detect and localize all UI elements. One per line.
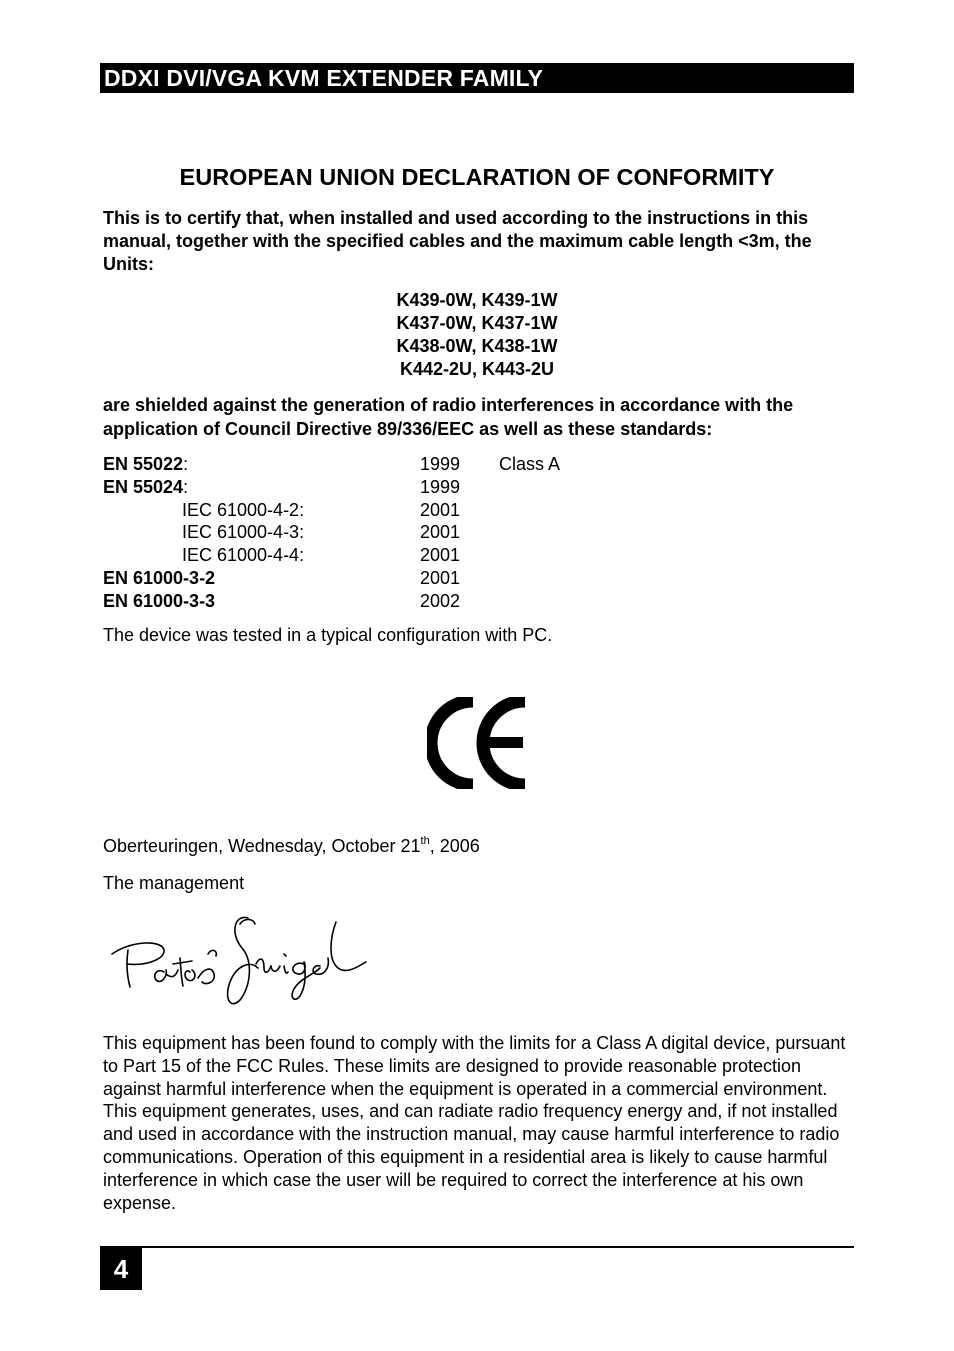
standard-code: IEC 61000-4-2: xyxy=(182,499,305,520)
standard-colon: : xyxy=(183,454,189,474)
standard-year: 2001 xyxy=(420,499,461,520)
standard-name xyxy=(182,499,304,522)
standard-code: IEC 61000-4-3: xyxy=(182,522,305,543)
standard-code: EN 61000-3-3 xyxy=(103,590,216,611)
standard-year: 1999 xyxy=(420,476,461,497)
standard-row xyxy=(103,521,703,544)
standard-row xyxy=(103,567,703,590)
model-line: K442-2U, K443-2U xyxy=(399,359,555,379)
standard-code: IEC 61000-4-4: xyxy=(182,545,305,566)
standard-name xyxy=(103,567,215,590)
model-list xyxy=(100,289,854,381)
standard-colon: : xyxy=(183,476,189,497)
fcc-statement: This equipment has been found to comply with the limits for a Class A digital device, pursuant to Part 15 of the FCC Rules. These limits are designed to provide reasonable protection against harmful interference when the equipment is operated in a commercial environment. This equipment generates, uses, and can radiate radio frequency energy and, if not installed and used in accordance with the instruction manual, may cause harmful interference to radio communications. Operation of this equipment in a residential area is likely to cause harmful interference in which case the user will be required to correct the interference at his own expense. xyxy=(103,1033,846,1213)
ce-mark-icon xyxy=(427,697,529,789)
page-number: 4 xyxy=(100,1248,142,1290)
standard-name xyxy=(103,476,188,499)
declaration-title: EUROPEAN UNION DECLARATION OF CONFORMITY xyxy=(179,164,775,190)
standard-year: 2001 xyxy=(420,522,461,543)
management-label: The management xyxy=(103,873,245,893)
standard-row xyxy=(103,544,703,567)
tested-statement: The device was tested in a typical configuration with PC. xyxy=(103,625,553,645)
standard-name xyxy=(103,590,215,613)
standard-code: EN 55022 xyxy=(103,454,184,474)
date-year: , 2006 xyxy=(429,836,480,856)
running-header-title: DDXI DVI/VGA KVM EXTENDER FAMILY xyxy=(104,65,544,91)
signature-image xyxy=(108,912,370,1017)
standard-code: EN 61000-3-2 xyxy=(103,567,216,588)
standard-row xyxy=(103,590,703,613)
standard-row xyxy=(103,453,703,476)
signature-dateline xyxy=(103,836,480,857)
standard-year: 2001 xyxy=(420,567,461,588)
standard-row xyxy=(103,499,703,522)
standard-name xyxy=(182,521,304,544)
standards-list xyxy=(103,453,703,613)
certify-intro: This is to certify that, when installed and used according to the instructions in this manual, together with the specified cables and the maximum cable length <3m, the Units: xyxy=(103,208,812,274)
standard-year: 2001 xyxy=(420,545,461,566)
standard-year: 1999 xyxy=(420,454,461,474)
model-line: K439-0W, K439-1W xyxy=(396,290,558,310)
standard-name xyxy=(182,544,304,567)
shielded-statement: are shielded against the generation of radio interferences in accordance with the application of Council Directive 89/336/EEC as well as these standards: xyxy=(103,395,794,439)
standard-year: 2002 xyxy=(420,590,461,611)
footer-rule xyxy=(100,1246,854,1248)
standard-name xyxy=(103,453,188,476)
standard-row xyxy=(103,476,703,499)
date-ordinal: th xyxy=(420,835,430,847)
standard-code: EN 55024 xyxy=(103,476,184,497)
date-text: Oberteuringen, Wednesday, October 21 xyxy=(103,836,421,856)
standard-class: Class A xyxy=(499,454,561,474)
model-line: K438-0W, K438-1W xyxy=(396,336,558,356)
model-line: K437-0W, K437-1W xyxy=(396,313,558,333)
running-header xyxy=(100,63,854,93)
